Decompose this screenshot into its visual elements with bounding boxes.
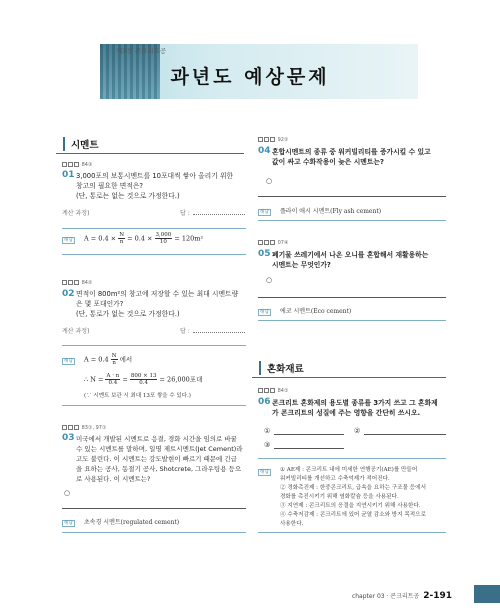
divider bbox=[62, 228, 246, 229]
question-meta: 83①, 97① bbox=[62, 425, 106, 431]
answer-line[interactable] bbox=[62, 508, 246, 509]
section-header-cement bbox=[56, 136, 244, 154]
solution-formula-2: ∴ N = $\frac{A \cdot n}{0.4}$ = $\frac{800 \times 13}{0.4}$ = 26,000포대 bbox=[84, 373, 203, 386]
answer-blank[interactable] bbox=[193, 214, 245, 215]
divider bbox=[258, 220, 446, 221]
solution-formula-1: A = 0.4 $\frac{N}{n}$ 에서 bbox=[84, 353, 133, 366]
solution-tag: 해답 bbox=[64, 238, 73, 243]
answer-mark: ○ bbox=[266, 177, 273, 185]
page-title: 과년도 예상문제 bbox=[170, 66, 330, 88]
solution-text: 에코 시멘트(Eco cement) bbox=[280, 308, 352, 315]
question-number: 03 bbox=[62, 433, 75, 443]
section-title: 혼화재료 bbox=[259, 361, 304, 375]
divider bbox=[258, 532, 446, 533]
calc-label: 계산 과정) bbox=[62, 210, 90, 217]
question-meta: 84③ bbox=[62, 162, 92, 168]
solution-list: ① AE제 : 콘크리트 내에 미세한 연행공기(AE)를 만들어 워커빌리티를 개선하고 수축억제가 적어진다. ② 경화촉진제 : 한중콘크리트, 급속을 요하는 구조물 등에서 경화를 촉진시키기 위해 염화칼슘 등을 사용된다. ③ 지연제 : 콘크리트의 응결을 지연시키기 위해 사용한다. ④ 수축저감제 : 콘크리트에 있어 균열 감소와 방지 목적으로 사용한다. bbox=[280, 467, 426, 527]
page-footer bbox=[352, 591, 452, 601]
answer-mark: ○ bbox=[266, 276, 273, 284]
question-number: 05 bbox=[258, 249, 271, 259]
solution-tag: 해답 bbox=[260, 210, 269, 215]
question-meta: 84① bbox=[258, 388, 288, 394]
divider bbox=[258, 320, 446, 321]
footer-chapter: chapter 03 · 콘크리트공 bbox=[351, 593, 420, 600]
solution-tag: 해답 bbox=[260, 470, 269, 475]
section-header-admixture bbox=[252, 360, 446, 378]
question-number: 01 bbox=[62, 170, 75, 180]
solution-formula: A = 0.4 × $\frac{N}{n}$ = 0.4 × $\frac{3,000}{10}$ = 120m² bbox=[84, 232, 204, 245]
divider bbox=[62, 405, 246, 406]
section-title: 시멘트 bbox=[63, 137, 99, 151]
calc-label: 계산 과정) bbox=[62, 328, 90, 335]
question-meta: 84② bbox=[62, 280, 92, 286]
question-03-text: 미국에서 개발된 시멘트로 응결, 경화 시간을 임의로 바꿀 수 있는 시멘트를 말하며, 일명 제트시멘트(Jet Cement)라 고도 불린다. 이 시멘트는 강도발현이 빠르기 때문에 긴급 을 요하는 공사, 동절기 공사, Shotcrete, 그라우팅용 등으 로 사용된다. 이 시멘트는? bbox=[76, 435, 243, 483]
answer-line[interactable] bbox=[274, 448, 344, 449]
answer-label: 답 : bbox=[180, 210, 190, 217]
answer-line[interactable] bbox=[258, 297, 446, 298]
question-number: 06 bbox=[258, 397, 271, 407]
blank-label-3: ③ bbox=[264, 441, 271, 449]
solution-text: 플라이 애시 시멘트(Fly ash cement) bbox=[280, 208, 382, 215]
answer-line[interactable] bbox=[364, 434, 446, 435]
question-04-text: 혼합시멘트의 종류 중 워커빌리티를 증가시킬 수 있고 값이 싸고 수화작용이 늦은 시멘트는? bbox=[272, 148, 431, 166]
divider bbox=[62, 254, 246, 255]
answer-label: 답 : bbox=[180, 328, 190, 335]
solution-tag: 해답 bbox=[64, 359, 73, 364]
question-01-text: 3,000포의 보통시멘트를 10포대씩 쌓아 올리기 위한 창고의 필요한 면적은? (단, 통로는 없는 것으로 가정한다.) bbox=[76, 172, 234, 200]
blank-label-1: ① bbox=[264, 427, 271, 435]
solution-tag: 해답 bbox=[64, 521, 73, 526]
answer-line[interactable] bbox=[258, 196, 446, 197]
divider bbox=[62, 532, 246, 533]
question-02-text: 면적이 800m²의 창고에 저장할 수 있는 최대 시멘트량 은 몇 포대인가? (단, 통로가 없는 것으로 가정한다.) bbox=[76, 290, 239, 318]
answer-line[interactable] bbox=[274, 434, 344, 435]
question-number: 02 bbox=[62, 289, 75, 299]
page-number: 2-191 bbox=[423, 591, 452, 601]
chapter-tag: 제3장 콘크리트공 bbox=[116, 47, 167, 55]
question-05-text: 폐기물 쓰레기에서 나온 오니를 혼합해서 재활용하는 시멘트는 무엇인가? bbox=[272, 251, 429, 269]
question-06-text: 콘크리트 혼화제의 용도별 종류를 3가지 쓰고 그 혼화제 가 콘크리트의 성질에 주는 영향을 간단히 쓰시오. bbox=[272, 399, 438, 417]
blank-label-2: ② bbox=[354, 427, 361, 435]
page-edge-tab bbox=[474, 585, 500, 603]
solution-note: (∵ 시멘트 보관 시 최대 13포 쌓을 수 있다.) bbox=[84, 393, 191, 399]
answer-blank[interactable] bbox=[193, 332, 245, 333]
question-number: 04 bbox=[258, 146, 271, 156]
divider bbox=[62, 345, 246, 346]
solution-text: 초속경 시멘트(regulated cement) bbox=[84, 519, 180, 526]
answer-mark: ○ bbox=[64, 489, 71, 497]
question-meta: 07④ bbox=[258, 240, 288, 246]
question-meta: 92② bbox=[258, 137, 288, 143]
solution-tag: 해답 bbox=[260, 310, 269, 315]
divider bbox=[258, 458, 446, 459]
